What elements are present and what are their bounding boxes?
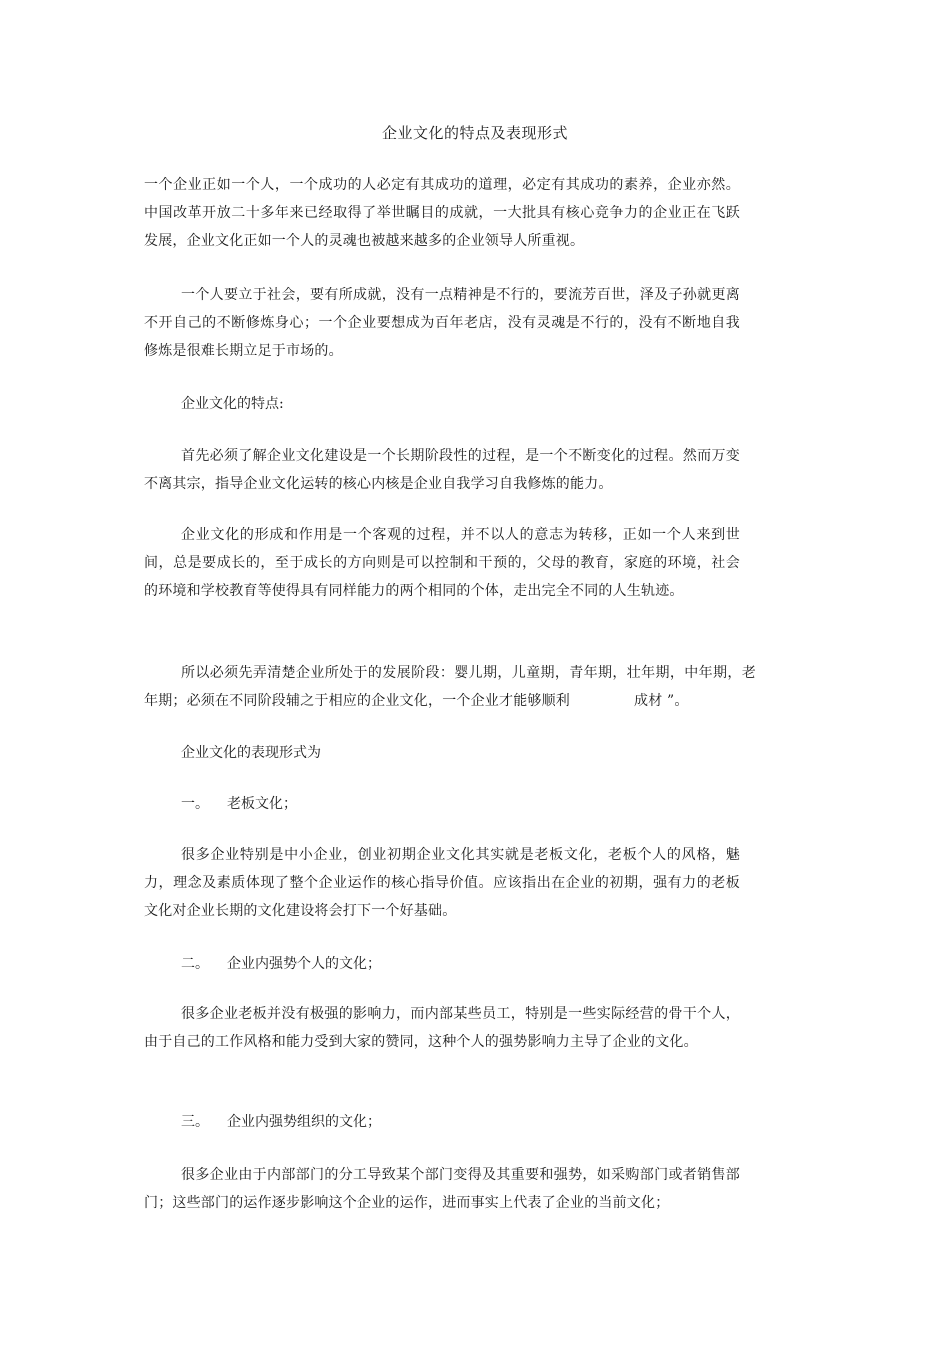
form-number: 一。 [181, 796, 209, 812]
form-title: 企业内强势组织的文化； [227, 1114, 381, 1130]
stages-tail: 成材 ”。 [634, 693, 689, 709]
stages-text: 所以必须先弄清楚企业所处于的发展阶段：婴儿期，儿童期，青年期，壮年期，中年期，老年期；必须在不同阶段辅之于相应的企业文化，一个企业才能够顺利 [144, 665, 756, 709]
form-title: 企业内强势个人的文化； [227, 956, 381, 972]
stages-paragraph [144, 659, 756, 715]
intro-paragraph: 一个企业正如一个人，一个成功的人必定有其成功的道理，必定有其成功的素养，企业亦然。中国改革开放二十多年来已经取得了举世瞩目的成就，一大批具有核心竞争力的企业正在飞跃发展，企业文化正如一个人的灵魂也被越来越多的企业领导人所重视。 [144, 177, 740, 249]
forms-heading: 企业文化的表现形式为 [181, 745, 321, 761]
form-heading-3 [181, 1108, 381, 1136]
document-title: 企业文化的特点及表现形式 [381, 124, 568, 142]
form-number: 三。 [181, 1114, 209, 1130]
form-heading-1 [181, 790, 297, 818]
form-body-3: 很多企业由于内部部门的分工导致某个部门变得及其重要和强势，如采购部门或者销售部门；这些部门的运作逐步影响这个企业的运作，进而事实上代表了企业的当前文化； [144, 1167, 740, 1211]
form-heading-2 [181, 950, 381, 978]
features-heading: 企业文化的特点: [181, 396, 284, 412]
spirit-paragraph: 一个人要立于社会，要有所成就，没有一点精神是不行的，要流芳百世，泽及子孙就更离不开自己的不断修炼身心；一个企业要想成为百年老店，没有灵魂是不行的，没有不断地自我修炼是很难长期立足于市场的。 [144, 287, 740, 359]
form-number: 二。 [181, 956, 209, 972]
form-title: 老板文化； [227, 796, 297, 812]
feature-paragraph-2: 企业文化的形成和作用是一个客观的过程，并不以人的意志为转移，正如一个人来到世间，总是要成长的，至于成长的方向则是可以控制和干预的，父母的教育，家庭的环境，社会的环境和学校教育等使得具有同样能力的两个相同的个体，走出完全不同的人生轨迹。 [144, 527, 740, 599]
form-body-1: 很多企业特别是中小企业，创业初期企业文化其实就是老板文化，老板个人的风格，魅力，理念及素质体现了整个企业运作的核心指导价值。应该指出在企业的初期，强有力的老板文化对企业长期的文化建设将会打下一个好基础。 [144, 847, 740, 919]
feature-paragraph-1: 首先必须了解企业文化建设是一个长期阶段性的过程，是一个不断变化的过程。然而万变不离其宗，指导企业文化运转的核心内核是企业自我学习自我修炼的能力。 [144, 448, 740, 492]
form-body-2: 很多企业老板并没有极强的影响力，而内部某些员工，特别是一些实际经营的骨干个人，由于自己的工作风格和能力受到大家的赞同，这种个人的强势影响力主导了企业的文化。 [144, 1006, 740, 1050]
